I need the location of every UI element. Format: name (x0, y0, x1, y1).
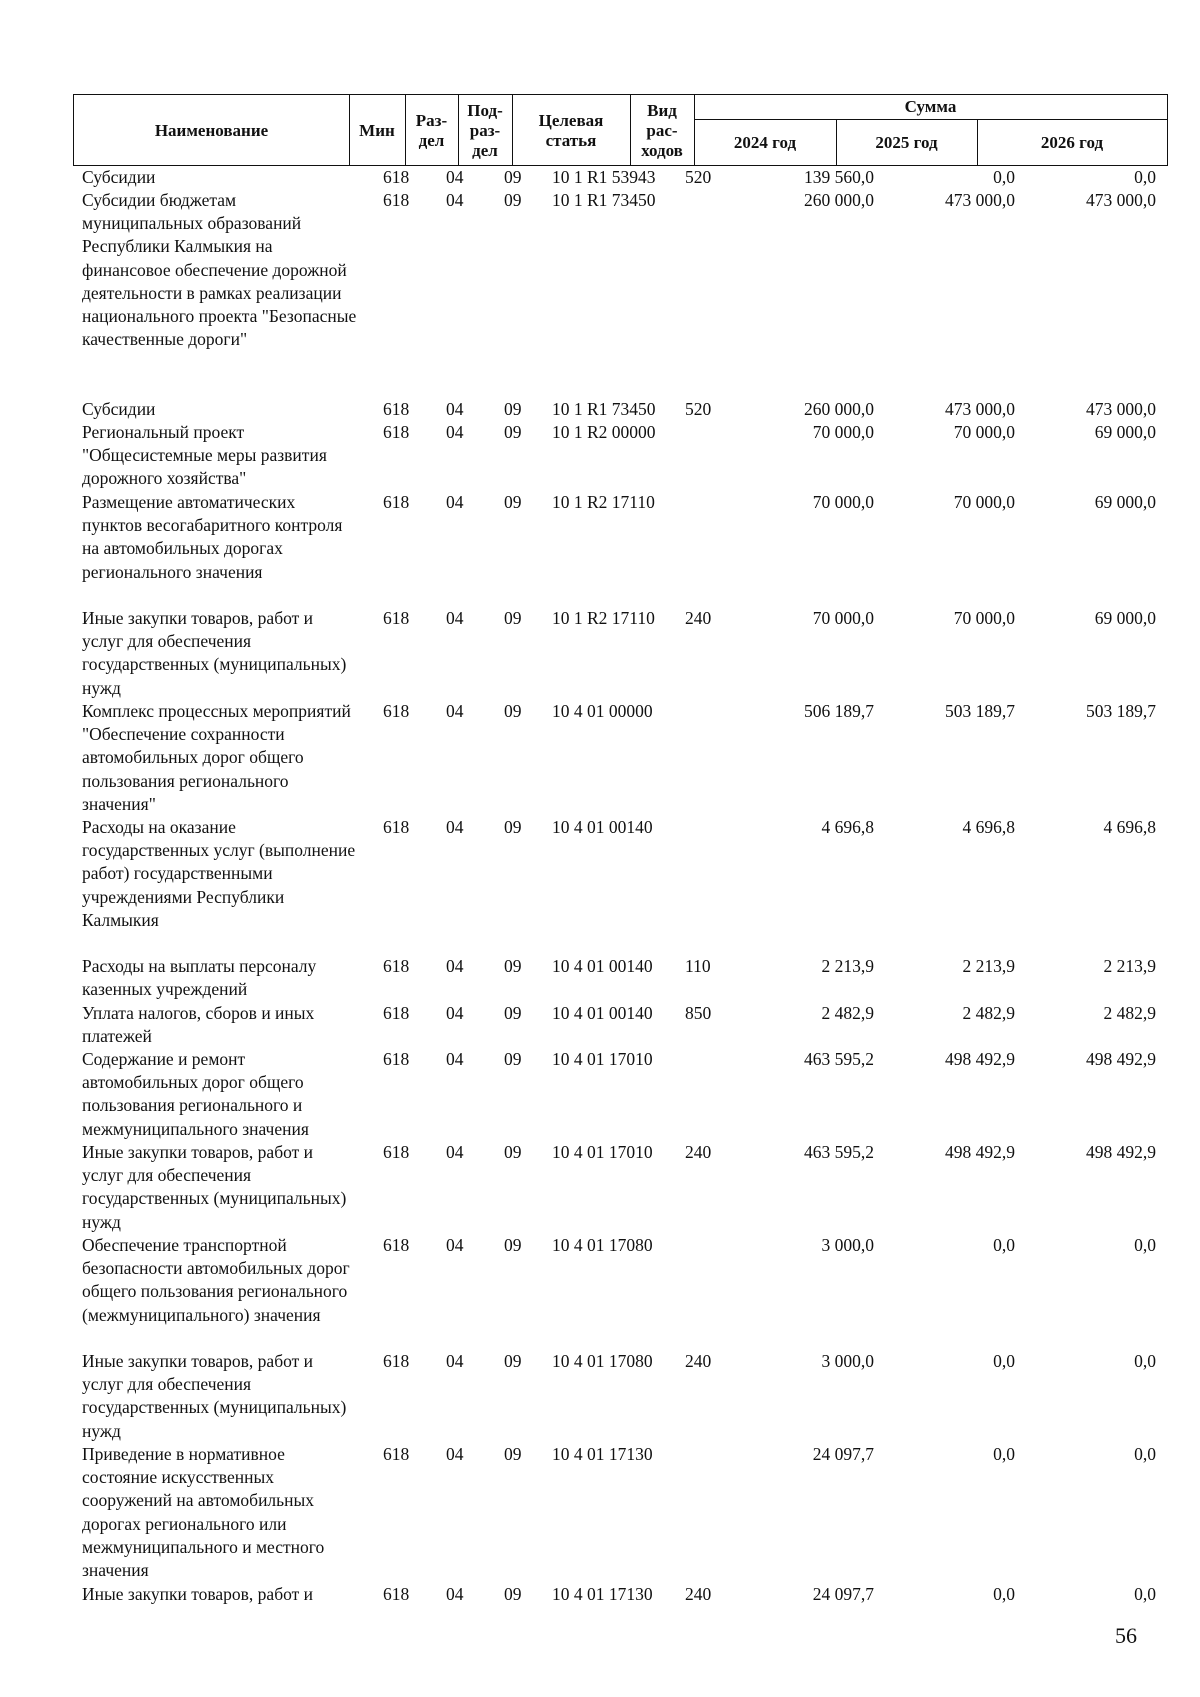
cell-2024: 260 000,0 (804, 190, 874, 210)
cell-2026: 69 000,0 (1094, 422, 1156, 442)
cell-2025: 70 000,0 (953, 422, 1015, 442)
cell-min: 618 (383, 608, 410, 628)
cell-razdel: 04 (446, 956, 464, 976)
cell-2024: 24 097,7 (812, 1444, 874, 1464)
cell-2025: 498 492,9 (945, 1142, 1015, 1162)
page-number: 56 (1115, 1623, 1137, 1648)
cell-name: Расходы на выплаты персоналу казенных учреждений (82, 956, 317, 1000)
cell-min: 618 (383, 956, 410, 976)
header-celevaya: Целевая статья (538, 111, 604, 150)
cell-celevaya: 10 4 01 17080 (552, 1351, 653, 1371)
cell-name: Региональный проект "Общесистемные меры развития дорожного хозяйства" (82, 422, 327, 489)
cell-podrazdel: 09 (504, 1584, 522, 1604)
cell-2025: 2 213,9 (962, 956, 1015, 976)
cell-2026: 69 000,0 (1094, 608, 1156, 628)
cell-min: 618 (383, 1584, 410, 1604)
cell-min: 618 (383, 701, 410, 721)
cell-min: 618 (383, 1235, 410, 1255)
cell-podrazdel: 09 (504, 422, 522, 442)
cell-name: Размещение автоматических пунктов весогабаритного контроля на автомобильных дорогах регионального значения (82, 492, 343, 582)
header-year-2025: 2025 год (875, 133, 938, 152)
cell-celevaya: 10 4 01 00140 (552, 817, 653, 837)
cell-razdel: 04 (446, 701, 464, 721)
cell-celevaya: 10 1 R2 17110 (552, 492, 655, 512)
cell-2026: 473 000,0 (1086, 399, 1156, 419)
cell-vid: 110 (685, 956, 711, 976)
cell-min: 618 (383, 492, 410, 512)
cell-2024: 3 000,0 (821, 1235, 874, 1255)
cell-celevaya: 10 1 R1 73450 (552, 399, 656, 419)
cell-min: 618 (383, 422, 410, 442)
cell-razdel: 04 (446, 1003, 464, 1023)
cell-min: 618 (383, 399, 410, 419)
cell-2026: 498 492,9 (1086, 1142, 1156, 1162)
cell-vid: 240 (685, 1584, 712, 1604)
cell-2025: 473 000,0 (945, 399, 1015, 419)
cell-2026: 2 482,9 (1103, 1003, 1156, 1023)
cell-2026: 473 000,0 (1086, 190, 1156, 210)
cell-2025: 473 000,0 (945, 190, 1015, 210)
cell-name: Комплекс процессных мероприятий "Обеспечение сохранности автомобильных дорог общего пользования регионального значения" (82, 701, 351, 814)
cell-name: Субсидии (82, 167, 156, 187)
cell-2025: 498 492,9 (945, 1049, 1015, 1069)
table-header (73, 94, 1168, 166)
cell-razdel: 04 (446, 1235, 464, 1255)
cell-min: 618 (383, 1444, 410, 1464)
cell-podrazdel: 09 (504, 492, 522, 512)
cell-name: Иные закупки товаров, работ и услуг для обеспечения государственных (муниципальных) нужд (82, 608, 347, 698)
cell-razdel: 04 (446, 1351, 464, 1371)
cell-2025: 70 000,0 (953, 608, 1015, 628)
cell-vid: 520 (685, 167, 712, 187)
cell-celevaya: 10 4 01 00000 (552, 701, 653, 721)
cell-2026: 498 492,9 (1086, 1049, 1156, 1069)
cell-podrazdel: 09 (504, 1351, 522, 1371)
cell-name: Расходы на оказание государственных услуг (выполнение работ) государственными учреждениями Республики Калмыкия (82, 817, 356, 930)
cell-name: Субсидии бюджетам муниципальных образований Республики Калмыкия на финансовое обеспечение дорожной деятельности в рамках реализации национального проекта "Безопасные качественные дороги" (82, 190, 357, 350)
cell-razdel: 04 (446, 608, 464, 628)
cell-razdel: 04 (446, 422, 464, 442)
cell-2024: 70 000,0 (812, 422, 874, 442)
cell-min: 618 (383, 167, 410, 187)
cell-2025: 0,0 (993, 1351, 1015, 1371)
cell-2025: 0,0 (993, 1235, 1015, 1255)
header-vid: Вид рас- ходов (641, 101, 683, 160)
cell-celevaya: 10 4 01 17130 (552, 1444, 653, 1464)
cell-min: 618 (383, 1142, 410, 1162)
cell-razdel: 04 (446, 1584, 464, 1604)
cell-celevaya: 10 4 01 17010 (552, 1142, 653, 1162)
cell-name: Иные закупки товаров, работ и услуг для обеспечения государственных (муниципальных) нужд (82, 1351, 347, 1441)
cell-podrazdel: 09 (504, 1049, 522, 1069)
cell-min: 618 (383, 1003, 410, 1023)
cell-podrazdel: 09 (504, 1142, 522, 1162)
cell-2025: 0,0 (993, 1444, 1015, 1464)
header-razdel: Раз- дел (415, 111, 448, 150)
cell-2026: 0,0 (1134, 167, 1156, 187)
cell-2026: 0,0 (1134, 1584, 1156, 1604)
cell-celevaya: 10 4 01 17130 (552, 1584, 653, 1604)
cell-2025: 0,0 (993, 1584, 1015, 1604)
cell-min: 618 (383, 1351, 410, 1371)
cell-podrazdel: 09 (504, 701, 522, 721)
cell-2024: 463 595,2 (804, 1142, 874, 1162)
cell-razdel: 04 (446, 399, 464, 419)
cell-razdel: 04 (446, 1049, 464, 1069)
cell-name: Иные закупки товаров, работ и услуг для обеспечения государственных (муниципальных) нужд (82, 1142, 347, 1232)
cell-vid: 240 (685, 608, 712, 628)
cell-celevaya: 10 1 R2 00000 (552, 422, 656, 442)
cell-2024: 24 097,7 (812, 1584, 874, 1604)
cell-2024: 260 000,0 (804, 399, 874, 419)
cell-celevaya: 10 4 01 17080 (552, 1235, 653, 1255)
cell-podrazdel: 09 (504, 1003, 522, 1023)
cell-2026: 69 000,0 (1094, 492, 1156, 512)
cell-vid: 240 (685, 1142, 712, 1162)
cell-razdel: 04 (446, 1142, 464, 1162)
header-year-2026: 2026 год (1040, 133, 1104, 152)
cell-name: Обеспечение транспортной безопасности автомобильных дорог общего пользования регионального (межмуниципального) значения (82, 1235, 350, 1325)
cell-2024: 2 213,9 (821, 956, 874, 976)
cell-celevaya: 10 1 R1 73450 (552, 190, 656, 210)
cell-2024: 2 482,9 (821, 1003, 874, 1023)
cell-razdel: 04 (446, 1444, 464, 1464)
header-podrazdel: Под- раз- дел (467, 101, 503, 160)
cell-name: Субсидии (82, 399, 156, 419)
header-name: Наименование (154, 121, 269, 140)
cell-celevaya: 10 4 01 00140 (552, 956, 653, 976)
cell-2025: 70 000,0 (953, 492, 1015, 512)
cell-min: 618 (383, 1049, 410, 1069)
cell-name: Содержание и ремонт автомобильных дорог общего пользования регионального и межмуниципального значения (82, 1049, 309, 1139)
cell-min: 618 (383, 817, 410, 837)
cell-podrazdel: 09 (504, 608, 522, 628)
cell-2024: 4 696,8 (821, 817, 874, 837)
cell-2025: 0,0 (993, 167, 1015, 187)
cell-2026: 2 213,9 (1103, 956, 1156, 976)
cell-2025: 4 696,8 (962, 817, 1015, 837)
cell-podrazdel: 09 (504, 817, 522, 837)
cell-2024: 463 595,2 (804, 1049, 874, 1069)
header-min: Мин (359, 121, 395, 140)
cell-2025: 503 189,7 (945, 701, 1015, 721)
cell-2024: 506 189,7 (804, 701, 874, 721)
cell-name: Приведение в нормативное состояние искусственных сооружений на автомобильных дорогах регионального или межмуниципального и местного значения (82, 1444, 325, 1581)
cell-2026: 503 189,7 (1086, 701, 1156, 721)
cell-2025: 2 482,9 (962, 1003, 1015, 1023)
header-summa: Сумма (904, 97, 957, 116)
cell-name: Иные закупки товаров, работ и (82, 1584, 314, 1604)
cell-vid: 240 (685, 1351, 712, 1371)
cell-razdel: 04 (446, 492, 464, 512)
cell-2026: 4 696,8 (1103, 817, 1156, 837)
cell-celevaya: 10 1 R2 17110 (552, 608, 655, 628)
cell-celevaya: 10 1 R1 53943 (552, 167, 656, 187)
cell-podrazdel: 09 (504, 399, 522, 419)
cell-2024: 70 000,0 (812, 492, 874, 512)
cell-2024: 70 000,0 (812, 608, 874, 628)
cell-razdel: 04 (446, 167, 464, 187)
cell-celevaya: 10 4 01 00140 (552, 1003, 653, 1023)
cell-razdel: 04 (446, 817, 464, 837)
cell-podrazdel: 09 (504, 1235, 522, 1255)
header-year-2024: 2024 год (733, 133, 797, 152)
cell-name: Уплата налогов, сборов и иных платежей (82, 1003, 315, 1047)
cell-2026: 0,0 (1134, 1235, 1156, 1255)
cell-vid: 520 (685, 399, 712, 419)
cell-razdel: 04 (446, 190, 464, 210)
cell-celevaya: 10 4 01 17010 (552, 1049, 653, 1069)
cell-min: 618 (383, 190, 410, 210)
cell-podrazdel: 09 (504, 167, 522, 187)
cell-podrazdel: 09 (504, 956, 522, 976)
cell-podrazdel: 09 (504, 1444, 522, 1464)
cell-2026: 0,0 (1134, 1444, 1156, 1464)
cell-2024: 139 560,0 (804, 167, 874, 187)
cell-vid: 850 (685, 1003, 712, 1023)
cell-2024: 3 000,0 (821, 1351, 874, 1371)
cell-2026: 0,0 (1134, 1351, 1156, 1371)
cell-podrazdel: 09 (504, 190, 522, 210)
